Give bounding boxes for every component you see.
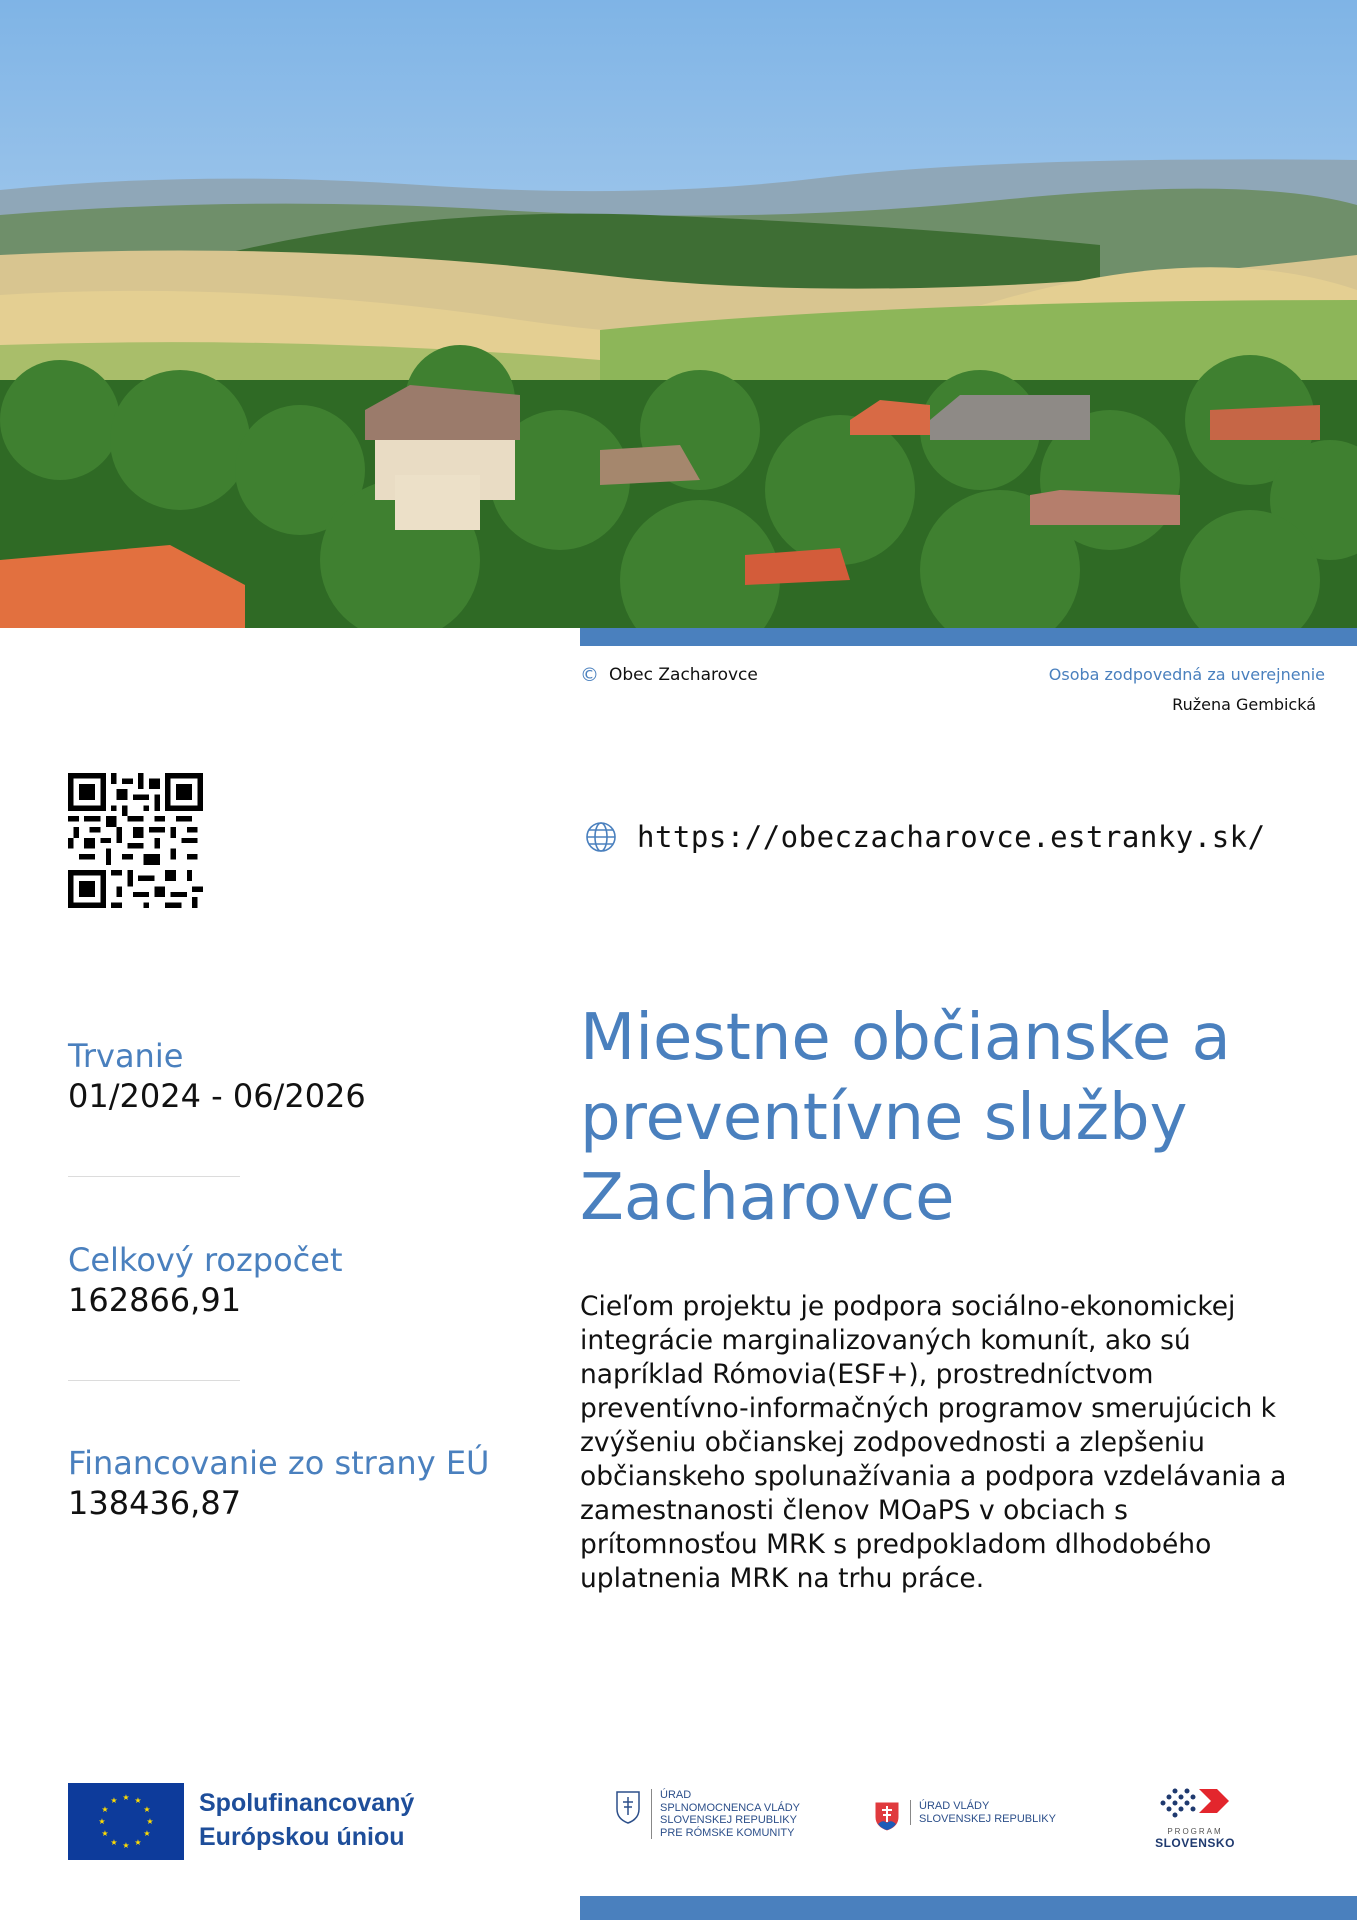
svg-text:★: ★ xyxy=(122,1841,130,1850)
description-line: zvýšeniu občianskej zodpovednosti a zlepšeniu xyxy=(580,1427,1205,1458)
urad1-line: ÚRAD xyxy=(660,1789,692,1801)
total-budget-value: 162866,91 xyxy=(68,1281,242,1319)
description-line: uplatnenia MRK na trhu práce. xyxy=(580,1563,985,1594)
svg-text:★: ★ xyxy=(134,1838,142,1847)
eu-flag-logo xyxy=(68,1783,184,1860)
project-description xyxy=(580,1290,1300,1596)
divider xyxy=(68,1380,240,1381)
svg-text:★: ★ xyxy=(98,1817,106,1826)
urad-splnomocnenca-logo xyxy=(615,1789,800,1839)
description-line: zamestnanosti členov MOaPS v obciach s xyxy=(580,1495,1128,1526)
slovak-coat-of-arms-icon xyxy=(874,1800,900,1832)
accent-bar-top xyxy=(580,628,1357,646)
urad1-line: SLOVENSKEJ REPUBLIKY xyxy=(660,1814,797,1826)
photo-credit xyxy=(580,664,758,686)
copyright-icon: © xyxy=(580,664,599,686)
description-line: prítomnosťou MRK s predpokladom dlhodobého xyxy=(580,1529,1212,1560)
responsible-person-label: Osoba zodpovedná za uverejnenie xyxy=(1048,665,1325,684)
duration-value: 01/2024 - 06/2026 xyxy=(68,1077,366,1115)
svg-text:★: ★ xyxy=(134,1796,142,1805)
total-budget-label: Celkový rozpočet xyxy=(68,1241,343,1279)
urad2-line: ÚRAD VLÁDY xyxy=(919,1800,990,1812)
globe-icon xyxy=(585,821,617,853)
responsible-person-name: Ružena Gembická xyxy=(1172,695,1316,714)
svg-text:★: ★ xyxy=(122,1793,130,1802)
urad-vlady-logo xyxy=(874,1800,1056,1832)
description-line: preventívno-informačných programov smerujúcich k xyxy=(580,1393,1277,1424)
project-title xyxy=(580,998,1320,1238)
description-line: napríklad Rómovia(ESF+), prostredníctvom xyxy=(580,1359,1154,1390)
urad1-line: SPLNOMOCNENCA VLÁDY xyxy=(660,1801,800,1814)
program-slovensko-arrow-icon xyxy=(1155,1785,1235,1821)
svg-text:★: ★ xyxy=(101,1829,109,1838)
eu-text-line1: Spolufinancovaný xyxy=(199,1789,415,1817)
project-title-line: Miestne občianske a xyxy=(580,1001,1231,1075)
divider xyxy=(68,1176,240,1177)
project-title-line: Zacharovce xyxy=(580,1161,955,1235)
program-slovensko-logo xyxy=(1150,1785,1240,1850)
svg-text:★: ★ xyxy=(143,1805,151,1814)
website-link[interactable]: https://obeczacharovce.estranky.sk/ xyxy=(637,820,1266,854)
eu-text-line2: Európskou úniou xyxy=(199,1823,405,1851)
accent-bar-bottom xyxy=(580,1896,1357,1920)
svg-text:★: ★ xyxy=(146,1817,154,1826)
eu-funding-value: 138436,87 xyxy=(68,1484,242,1522)
program-name: SLOVENSKO xyxy=(1155,1836,1235,1850)
coat-of-arms-outline-icon xyxy=(615,1789,641,1825)
svg-text:★: ★ xyxy=(143,1829,151,1838)
website-row xyxy=(585,820,1266,854)
svg-text:★: ★ xyxy=(110,1796,118,1805)
qr-code[interactable] xyxy=(68,773,203,908)
urad2-line: SLOVENSKEJ REPUBLIKY xyxy=(919,1812,1056,1825)
copyright-owner: Obec Zacharovce xyxy=(609,665,758,685)
svg-text:★: ★ xyxy=(110,1838,118,1847)
eu-funding-label: Financovanie zo strany EÚ xyxy=(68,1444,490,1482)
description-line: integrácie marginalizovaných komunít, ako sú xyxy=(580,1325,1191,1356)
urad1-line: PRE RÓMSKE KOMUNITY xyxy=(660,1826,795,1839)
description-line: Cieľom projektu je podpora sociálno-ekonomickej xyxy=(580,1291,1236,1322)
eu-cofinanced-text xyxy=(199,1786,414,1854)
svg-text:★: ★ xyxy=(101,1805,109,1814)
project-title-line: preventívne služby xyxy=(580,1081,1188,1155)
duration-label: Trvanie xyxy=(68,1037,184,1075)
hero-village-photo xyxy=(0,0,1357,628)
description-line: občianskeho spolunažívania a podpora vzdelávania a xyxy=(580,1461,1287,1492)
program-label: PROGRAM xyxy=(1167,1827,1223,1836)
